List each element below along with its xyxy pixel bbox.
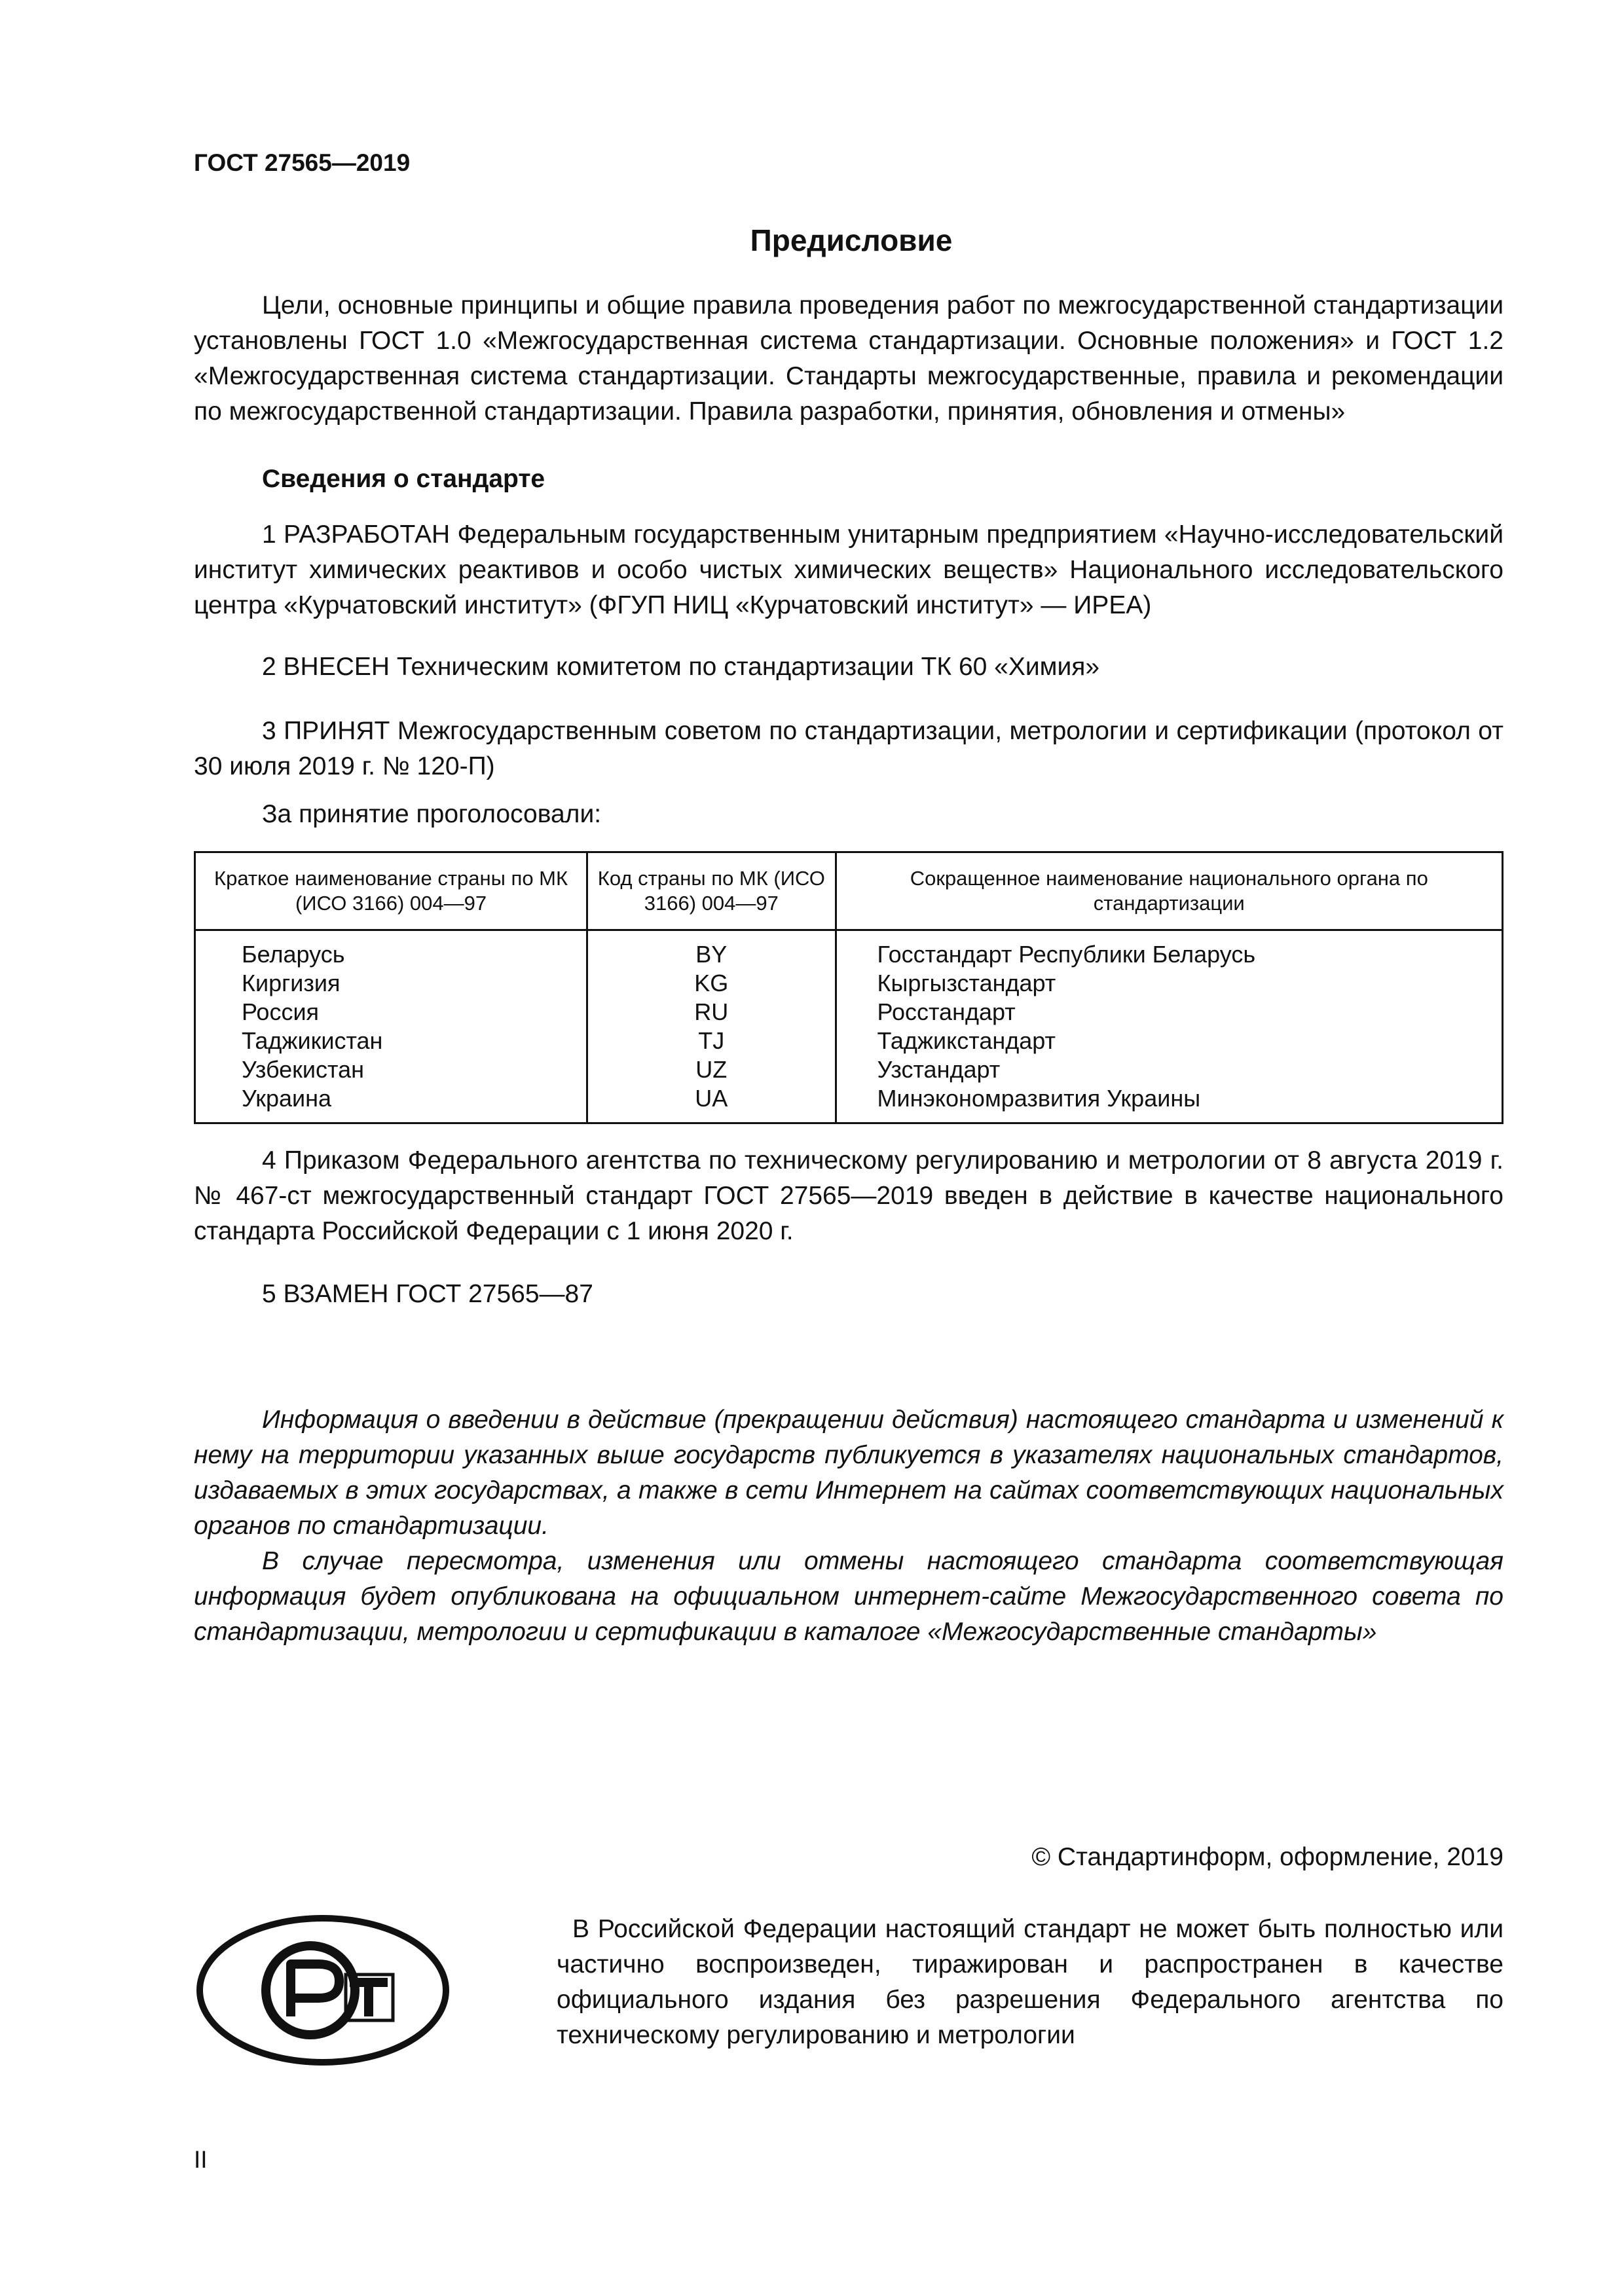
italic-note-2: В случае пересмотра, изменения или отмены настоящего стандарта соответствующая информация будет опубликована на официальном интернет-сайте Межгосударственного совета по стандартизации, метрологии и сертификации в каталоге «Межгосударственные стандарты» <box>194 1547 1504 1646</box>
item-5 <box>194 1277 1504 1312</box>
country-cell: Беларусь <box>195 930 587 970</box>
authority-cell: Узстандарт <box>836 1055 1502 1084</box>
italic-note-1: Информация о введении в действие (прекращении действия) настоящего стандарта и изменений к нему на территории указанных выше государств публикуется в указателях национальных стандартов, издаваемых в этих государствах, а также в сети Интернет на сайтах соответствующих национальных органов по стандартизации. <box>194 1406 1504 1540</box>
country-cell: Таджикистан <box>195 1027 587 1055</box>
country-cell: Киргизия <box>195 969 587 998</box>
authority-cell: Таджикстандарт <box>836 1027 1502 1055</box>
item-3 <box>194 714 1504 784</box>
code-cell: TJ <box>587 1027 836 1055</box>
item-5-text: 5 ВЗАМЕН ГОСТ 27565—87 <box>262 1280 593 1308</box>
country-cell: Узбекистан <box>195 1055 587 1084</box>
item-4-text: 4 Приказом Федерального агентства по техническому регулированию и метрологии от 8 августа 2019 г. № 467-ст межгосударственный стандарт ГОСТ 27565—2019 введен в действие в качестве национального стандарта Российской Федерации с 1 июня 2020 г. <box>194 1146 1504 1245</box>
pct-certification-logo <box>194 1912 452 2069</box>
notice-text: В Российской Федерации настоящий стандарт не может быть полностью или частично воспроизведен, тиражирован и распространен в качестве официального издания без разрешения Федерального агентства по техническому регулированию и метрологии <box>557 1915 1504 2049</box>
intro-paragraph <box>194 288 1504 429</box>
code-cell: KG <box>587 969 836 998</box>
item-2-text: 2 ВНЕСЕН Техническим комитетом по стандартизации ТК 60 «Химия» <box>262 653 1100 681</box>
copyright-notice <box>557 1912 1504 2053</box>
vote-label: За принятие проголосовали: <box>262 800 602 828</box>
intro-text: Цели, основные принципы и общие правила проведения работ по межгосударственной стандартизации установлены ГОСТ 1.0 «Межгосударственная система стандартизации. Основные положения» и ГОСТ 1.2 «Межгосударственная система стандартизации. Стандарты межгосударственные, правила и рекомендации по межгосударственной стандартизации. Правила разработки, принятия, обновления и отмены» <box>194 291 1504 426</box>
document-header: ГОСТ 27565—2019 <box>194 149 411 176</box>
code-cell: UA <box>587 1084 836 1123</box>
item-4 <box>194 1143 1504 1249</box>
table-row <box>195 998 1503 1027</box>
code-cell: RU <box>587 998 836 1027</box>
member-states-table <box>194 851 1504 1124</box>
column-header-authority: Сокращенное наименование национального органа по стандартизации <box>836 852 1502 930</box>
authority-cell: Госстандарт Республики Беларусь <box>836 930 1502 970</box>
column-header-country: Краткое наименование страны по МК (ИСО 3166) 004—97 <box>195 852 587 930</box>
code-cell: UZ <box>587 1055 836 1084</box>
info-heading: Сведения о стандарте <box>262 465 545 493</box>
item-1-text: 1 РАЗРАБОТАН Федеральным государственным унитарным предприятием «Научно-исследовательский институт химических реактивов и особо чистых химических веществ» Национального исследовательского центра «Курчатовский институт» (ФГУП НИЦ «Курчатовский институт» — ИРЕА) <box>194 520 1504 619</box>
page-number: II <box>194 2146 208 2173</box>
table-row <box>195 1084 1503 1123</box>
table-row <box>195 1055 1503 1084</box>
italic-notes <box>194 1402 1504 1650</box>
country-cell: Украина <box>195 1084 587 1123</box>
authority-cell: Кыргызстандарт <box>836 969 1502 998</box>
item-3-text: 3 ПРИНЯТ Межгосударственным советом по стандартизации, метрологии и сертификации (протокол от 30 июля 2019 г. № 120-П) <box>194 717 1504 780</box>
page-title: Предисловие <box>750 223 953 257</box>
column-header-code: Код страны по МК (ИСО 3166) 004—97 <box>587 852 836 930</box>
table-row <box>195 930 1503 970</box>
item-2 <box>194 649 1504 685</box>
authority-cell: Минэкономразвития Украины <box>836 1084 1502 1123</box>
country-cell: Россия <box>195 998 587 1027</box>
table-row <box>195 1027 1503 1055</box>
table-header-row <box>195 852 1503 930</box>
item-1 <box>194 517 1504 623</box>
copyright-line: © Стандартинформ, оформление, 2019 <box>1031 1843 1504 1871</box>
authority-cell: Росстандарт <box>836 998 1502 1027</box>
code-cell: BY <box>587 930 836 970</box>
table-row <box>195 969 1503 998</box>
